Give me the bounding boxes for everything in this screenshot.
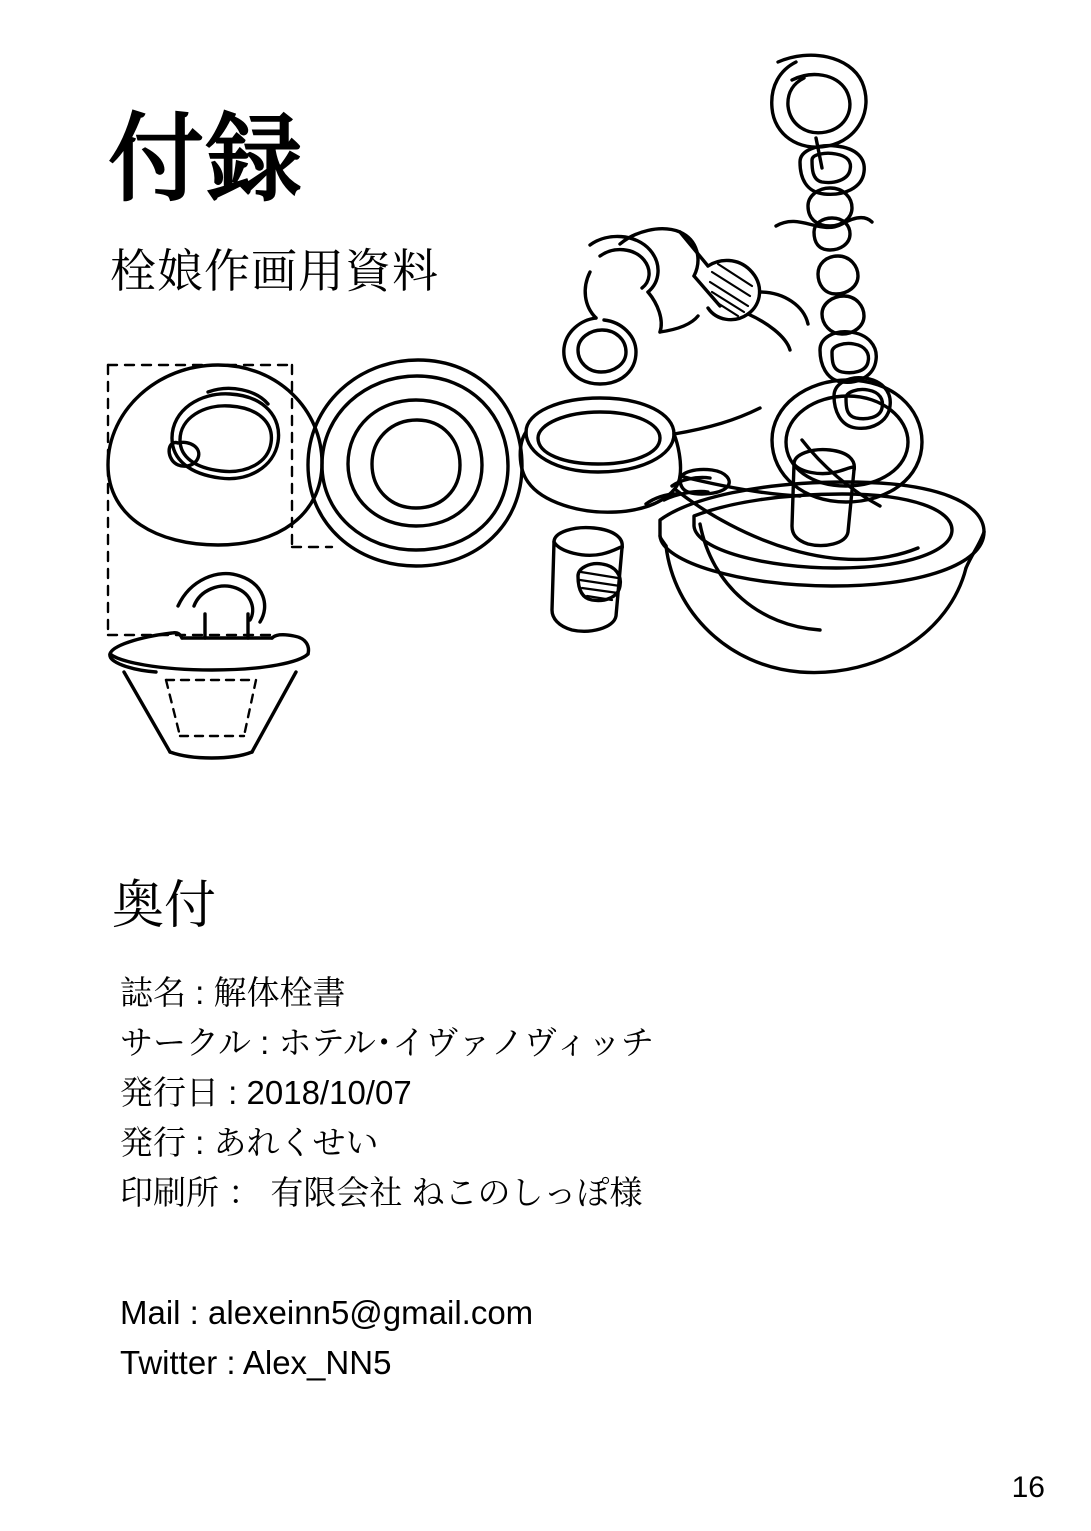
colophon-entry-date: 発行日 : 2018/10/07: [120, 1074, 412, 1111]
appendix-title: 付録: [108, 106, 304, 213]
contact-twitter: Twitter : Alex_NN5: [120, 1344, 392, 1381]
colophon-entry-publisher: 発行 : あれくせい: [120, 1124, 379, 1161]
contact-mail: Mail : alexeinn5@gmail.com: [120, 1294, 534, 1331]
colophon-entry-circle: サークル : ホテル･イヴァノヴィッチ: [120, 1024, 655, 1061]
appendix-subtitle: 栓娘作画用資料: [110, 245, 439, 297]
colophon-title: 奥付: [112, 877, 217, 935]
colophon-contacts: [120, 1288, 920, 1388]
colophon-entries: [120, 968, 920, 1218]
colophon-entry-printer: 印刷所 ： 有限会社 ねこのしっぽ様: [120, 1174, 643, 1211]
colophon-entry-title: 誌名 : 解体栓書: [120, 974, 346, 1011]
page-number: 16: [1011, 1471, 1045, 1504]
